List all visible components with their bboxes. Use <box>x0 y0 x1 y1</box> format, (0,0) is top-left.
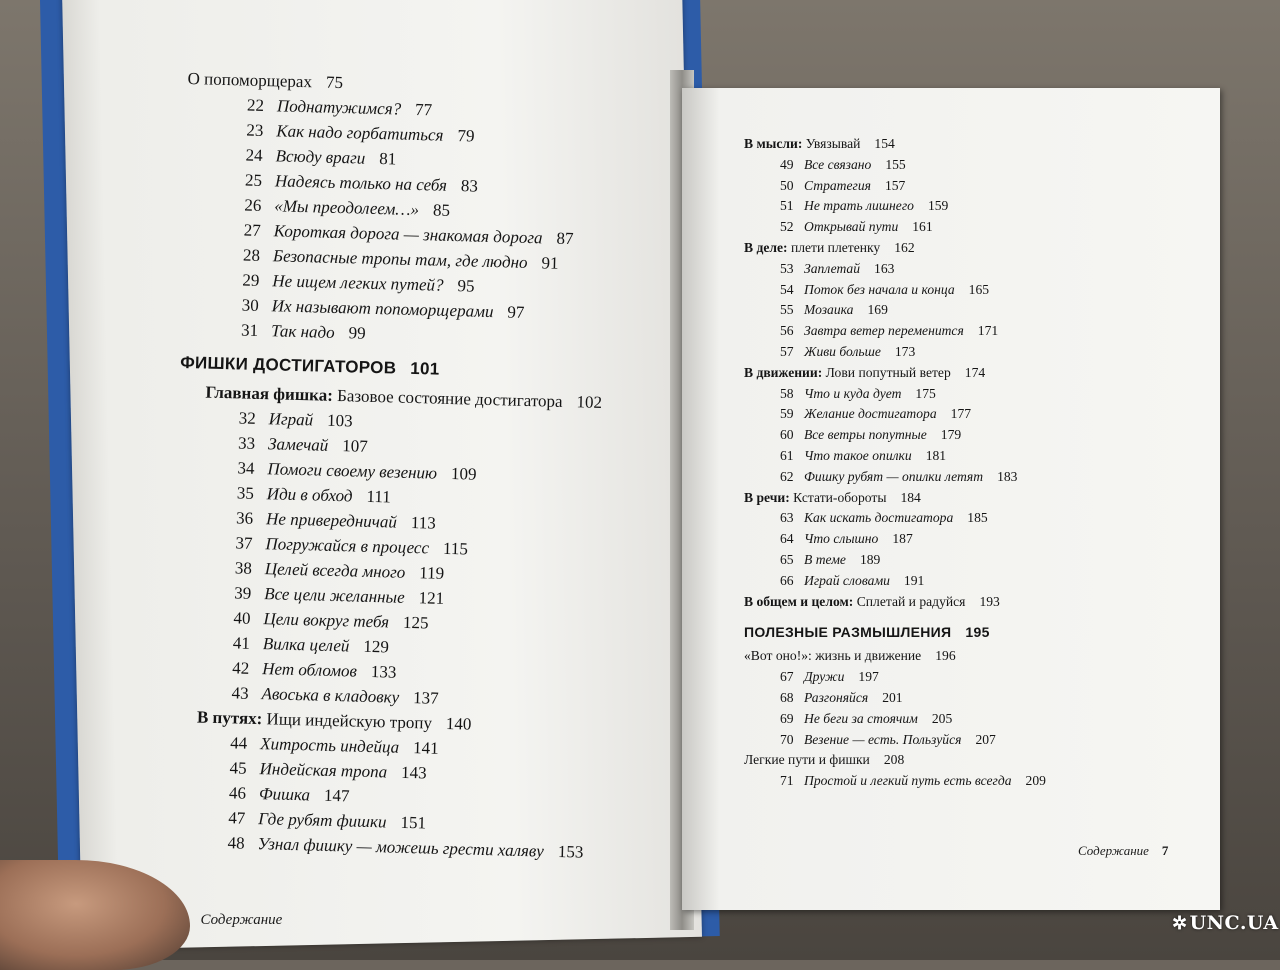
subsection-label: В движении: <box>744 364 823 380</box>
chapter-number: 30 <box>241 295 260 315</box>
chapter-number: 32 <box>238 408 257 428</box>
page-number: 191 <box>903 572 925 588</box>
chapter-number: 44 <box>230 733 248 753</box>
page-number: 121 <box>418 588 445 608</box>
subsection-title: Кстати-обороты <box>793 489 887 505</box>
chapter-number: 52 <box>780 219 794 235</box>
chapter-title: Играй словами <box>804 572 890 588</box>
watermark-text: UNC.UA <box>1189 912 1279 934</box>
page-number: 115 <box>442 538 469 559</box>
page-number: 133 <box>370 661 397 682</box>
chapter-title: Не ищем легких путей? <box>272 271 444 295</box>
chapter-number: 29 <box>242 270 260 290</box>
toc-subsection <box>744 750 1184 771</box>
page-number: 207 <box>975 731 996 747</box>
subsection-title: Легкие пути и фишки <box>744 752 870 768</box>
subsection-title: «Вот оно!»: жизнь и движение <box>744 648 922 664</box>
left-page-footer <box>178 912 282 929</box>
chapter-number: 25 <box>244 170 263 190</box>
page-number: 165 <box>968 281 990 297</box>
chapter-number: 62 <box>780 468 794 484</box>
chapter-title: Целей всегда много <box>264 559 406 582</box>
right-toc-column <box>744 134 1184 792</box>
chapter-title: Все ветры попутные <box>804 427 927 443</box>
subsection-label: В мысли: <box>744 136 803 151</box>
toc-subsection <box>744 134 1184 155</box>
subsection-title: Ищи индейскую тропу <box>266 709 433 733</box>
chapter-title: Дружи <box>804 669 845 685</box>
right-running-title: Содержание <box>1078 843 1149 858</box>
page-number: 125 <box>402 612 429 633</box>
chapter-number: 43 <box>231 683 249 703</box>
chapter-number: 24 <box>245 145 263 165</box>
page-number: 103 <box>326 410 353 431</box>
toc-entry <box>744 300 1184 321</box>
chapter-title: «Мы преодолеем…» <box>274 196 420 220</box>
page-number: 79 <box>457 126 475 146</box>
subsection-label: В деле: <box>744 239 788 255</box>
page-number: 157 <box>884 177 906 193</box>
page-number: 189 <box>859 551 881 567</box>
left-running-title: Содержание <box>200 912 283 928</box>
chapter-number: 48 <box>227 833 245 853</box>
chapter-number: 68 <box>780 689 794 705</box>
page-number: 171 <box>977 323 999 339</box>
chapter-title: Где рубят фишки <box>258 809 387 832</box>
chapter-title: Индейская тропа <box>259 759 388 782</box>
page-number: 185 <box>967 510 988 526</box>
subsection-title: Базовое состояние достигатора <box>336 386 563 411</box>
page-number: 159 <box>927 198 949 214</box>
chapter-title: Короткая дорога — знакомая дорога <box>273 221 543 248</box>
toc-entry <box>744 425 1184 446</box>
page-number: 107 <box>342 436 369 456</box>
chapter-title: Как надо горбатиться <box>276 121 444 145</box>
toc-entry <box>744 529 1184 550</box>
chapter-number: 51 <box>780 198 794 214</box>
page-number: 205 <box>931 710 953 726</box>
chapter-title: Погружайся в процесс <box>265 534 430 558</box>
chapter-title: Поднатужимся? <box>276 96 402 119</box>
page-number: 101 <box>410 358 440 379</box>
chapter-title: Всюду враги <box>275 146 366 168</box>
chapter-number: 71 <box>780 773 794 789</box>
page-number: 83 <box>460 176 479 196</box>
page-number: 140 <box>445 713 472 734</box>
page-number: 87 <box>556 228 574 249</box>
right-page-footer <box>1078 843 1168 859</box>
page-number: 97 <box>507 302 525 322</box>
page-number: 81 <box>379 149 397 169</box>
page-number: 174 <box>964 364 986 380</box>
star-icon: ✲ <box>1172 913 1188 934</box>
toc-entry <box>744 709 1184 730</box>
chapter-title: Поток без начала и конца <box>804 281 955 297</box>
chapter-number: 50 <box>780 177 794 193</box>
page-number: 143 <box>400 762 427 783</box>
chapter-title: Нет обломов <box>262 659 358 681</box>
page-number: 183 <box>997 468 1018 484</box>
chapter-number: 70 <box>780 731 794 747</box>
chapter-number: 69 <box>780 710 794 726</box>
toc-entry <box>744 259 1184 280</box>
toc-entry <box>744 384 1184 405</box>
chapter-title: Открывай пути <box>804 219 899 235</box>
toc-subsection <box>744 488 1184 509</box>
chapter-title: Цели вокруг тебя <box>263 609 390 632</box>
chapter-number: 36 <box>235 508 254 528</box>
toc-entry <box>744 280 1184 301</box>
page-number: 119 <box>419 563 445 583</box>
page-number: 161 <box>912 219 933 235</box>
chapter-title: Надеясь только на себя <box>274 171 448 195</box>
page-number: 137 <box>412 688 439 708</box>
toc-entry <box>744 508 1184 529</box>
watermark <box>1172 912 1279 934</box>
page-number: 99 <box>348 323 366 343</box>
chapter-title: Простой и легкий путь есть всегда <box>804 773 1012 789</box>
chapter-number: 38 <box>234 558 253 578</box>
chapter-title: Все связано <box>804 156 872 172</box>
chapter-number: 56 <box>780 323 794 339</box>
page-number: 151 <box>400 812 427 833</box>
page-number: 181 <box>925 447 947 463</box>
chapter-number: 66 <box>780 572 794 588</box>
chapter-title: Вилка целей <box>262 634 350 656</box>
chapter-title: Живи больше <box>804 343 881 359</box>
page-number: 193 <box>979 593 1000 609</box>
toc-entry <box>744 321 1184 342</box>
page-number: 209 <box>1025 773 1046 789</box>
subsection-label: В речи: <box>744 489 790 505</box>
chapter-title: Не беги за стоячим <box>804 710 918 726</box>
subsection-title: Увязывай <box>805 136 861 151</box>
chapter-title: Фишка <box>258 784 311 805</box>
toc-entry <box>744 571 1184 592</box>
page-number: 85 <box>432 200 451 220</box>
page-number: 129 <box>363 636 390 657</box>
toc-entry <box>744 446 1184 467</box>
page-number: 102 <box>576 392 603 412</box>
chapter-title: Узнал фишку — можешь грести халяву <box>257 834 545 861</box>
chapter-title: Так надо <box>270 321 335 342</box>
chapter-title: Фишку рубят — опилки летят <box>804 468 984 484</box>
page-number: 177 <box>950 406 972 422</box>
chapter-title: Разгоняйся <box>804 689 869 705</box>
chapter-title: Не трать лишнего <box>804 198 914 214</box>
chapter-number: 47 <box>228 808 246 828</box>
toc-subsection <box>744 363 1184 384</box>
chapter-number: 59 <box>780 406 794 422</box>
page-number: 77 <box>414 99 433 120</box>
chapter-number: 23 <box>246 120 264 140</box>
chapter-title: Замечай <box>267 434 329 455</box>
chapter-title: Что слышно <box>804 531 879 547</box>
chapter-number: 61 <box>780 447 794 463</box>
page-number: 141 <box>412 738 439 758</box>
toc-entry <box>744 155 1184 176</box>
chapter-number: 40 <box>233 608 251 628</box>
chapter-title: Помоги своему везению <box>267 459 438 483</box>
chapter-title: Не привередничай <box>265 509 398 532</box>
subsection-title: О попоморщерах <box>187 68 313 92</box>
chapter-number: 57 <box>780 343 794 359</box>
chapter-title: Как искать достигатора <box>804 510 954 526</box>
chapter-title: Их называют попоморщерами <box>271 296 494 322</box>
page-number: 175 <box>915 385 936 401</box>
chapter-title: В теме <box>804 551 846 567</box>
chapter-number: 42 <box>232 658 250 678</box>
chapter-title: Хитрость индейца <box>260 734 400 757</box>
page-number: 197 <box>858 669 879 685</box>
toc-section-heading <box>744 612 1184 646</box>
page-number: 111 <box>366 486 392 507</box>
page-number: 163 <box>874 260 895 276</box>
page-number: 154 <box>874 136 895 151</box>
chapter-number: 58 <box>780 385 794 401</box>
subsection-label: В путях: <box>196 707 263 729</box>
toc-subsection <box>744 592 1184 613</box>
page-number: 169 <box>867 302 888 318</box>
chapter-number: 65 <box>780 551 794 567</box>
chapter-number: 33 <box>237 433 256 453</box>
right-page-number: 7 <box>1161 843 1169 858</box>
chapter-number: 49 <box>780 156 794 172</box>
toc-entry <box>744 771 1184 792</box>
chapter-number: 55 <box>780 302 794 318</box>
chapter-title: Желание достигатора <box>804 406 937 422</box>
page-number: 162 <box>894 239 915 255</box>
toc-entry <box>744 688 1184 709</box>
chapter-number: 28 <box>242 245 261 265</box>
chapter-number: 31 <box>240 320 259 340</box>
toc-entry <box>744 176 1184 197</box>
chapter-title: Везение — есть. Пользуйся <box>804 731 962 747</box>
chapter-number: 37 <box>235 533 253 553</box>
chapter-title: Все цели желанные <box>263 584 405 607</box>
chapter-title: Заплетай <box>804 260 861 276</box>
toc-entry <box>744 467 1184 488</box>
chapter-number: 64 <box>780 531 794 547</box>
chapter-title: Авоська в кладовку <box>261 684 400 707</box>
page-number: 208 <box>883 752 905 768</box>
page-number: 153 <box>557 841 584 862</box>
toc-entry <box>744 550 1184 571</box>
chapter-title: Играй <box>268 409 314 430</box>
chapter-number: 67 <box>780 669 794 685</box>
chapter-number: 27 <box>243 220 261 240</box>
page-number: 147 <box>323 785 350 806</box>
chapter-number: 34 <box>237 458 255 478</box>
toc-subsection <box>744 646 1184 667</box>
toc-entry <box>744 342 1184 363</box>
subsection-title: плети плетенку <box>790 239 881 255</box>
chapter-title: Мозаика <box>804 302 854 318</box>
page-number: 201 <box>882 689 903 705</box>
subsection-title: Лови попутный ветер <box>825 364 951 380</box>
toc-subsection <box>744 238 1184 259</box>
toc-entry <box>744 404 1184 425</box>
page-number: 109 <box>450 464 477 484</box>
toc-entry <box>744 667 1184 688</box>
page-number: 91 <box>541 253 559 273</box>
chapter-title: Что такое опилки <box>804 447 912 463</box>
page-number: 195 <box>965 624 990 641</box>
chapter-title: Что и куда дует <box>804 385 902 401</box>
chapter-number: 53 <box>780 260 794 276</box>
chapter-title: Иди в обход <box>266 484 353 506</box>
chapter-title: Стратегия <box>804 177 871 193</box>
section-title: ПОЛЕЗНЫЕ РАЗМЫШЛЕНИЯ <box>744 624 952 641</box>
chapter-number: 46 <box>228 783 247 803</box>
page-number: 75 <box>325 72 344 93</box>
chapter-number: 54 <box>780 281 794 297</box>
left-toc-column <box>167 66 657 866</box>
subsection-label: Главная фишка: <box>205 382 334 405</box>
page-number: 95 <box>457 276 475 296</box>
page-number: 173 <box>894 343 916 359</box>
subsection-label: В общем и целом: <box>744 593 854 609</box>
chapter-number: 22 <box>246 95 265 115</box>
chapter-number: 35 <box>236 483 255 503</box>
page-number: 184 <box>900 489 921 505</box>
chapter-number: 26 <box>244 195 262 215</box>
chapter-number: 39 <box>233 583 252 603</box>
chapter-number: 63 <box>780 510 794 526</box>
chapter-number: 41 <box>232 633 251 653</box>
chapter-number: 60 <box>780 427 794 443</box>
subsection-title: Сплетай и радуйся <box>856 593 966 609</box>
section-title: ФИШКИ ДОСТИГАТОРОВ <box>179 352 397 378</box>
toc-entry <box>744 217 1184 238</box>
page-number: 196 <box>935 648 956 664</box>
page-number: 179 <box>940 427 962 443</box>
toc-entry <box>744 730 1184 751</box>
page-number: 155 <box>885 156 906 172</box>
page-number: 187 <box>892 531 913 547</box>
chapter-title: Завтра ветер переменится <box>804 323 964 339</box>
toc-entry <box>744 196 1184 217</box>
chapter-title: Безопасные тропы там, где людно <box>272 246 528 272</box>
chapter-number: 45 <box>229 758 247 778</box>
page-number: 113 <box>410 512 437 533</box>
